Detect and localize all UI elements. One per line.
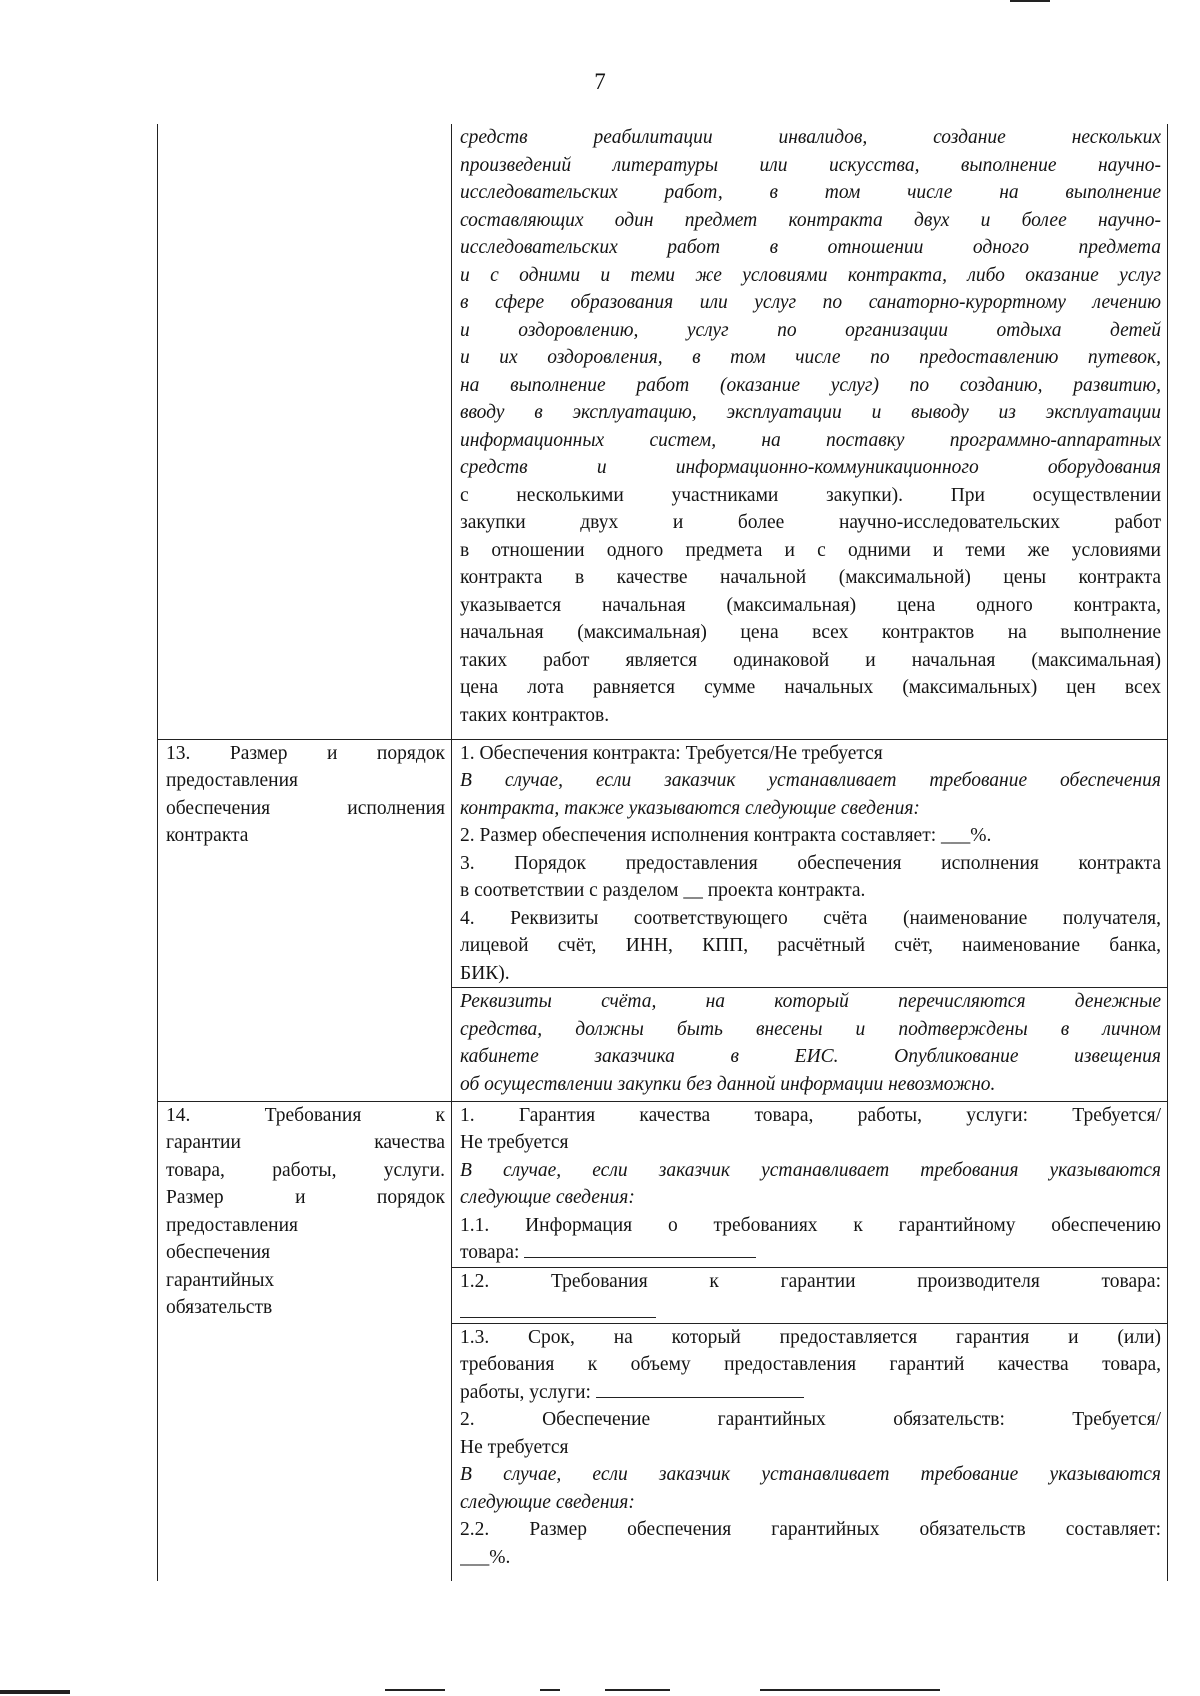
text-line: средства, должны быть внесены и подтверждены в личном — [460, 1018, 1161, 1040]
text-line: В случае, если заказчик устанавливает требования указываются — [460, 1159, 1161, 1181]
text-line: 2. Обеспечение гарантийных обязательств: Требуется/ — [460, 1409, 1161, 1430]
table-row — [158, 124, 1168, 739]
label-line: гарантийных — [166, 1269, 275, 1291]
text-line: и оздоровлению, услуг по организации отдыха детей — [460, 319, 1161, 341]
requisites-note — [452, 987, 1167, 1098]
content-paragraph — [460, 124, 1161, 729]
text-line: 1. Обеспечения контракта: Требуется/Не требуется — [460, 742, 883, 764]
fill-in-blank — [596, 1379, 804, 1398]
label-line: товара, работы, услуги. — [166, 1159, 445, 1181]
row-content-cell — [452, 1101, 1168, 1581]
text-line: указывается начальная (максимальная) цена одного контракта, — [460, 594, 1161, 616]
table-row — [158, 739, 1168, 1101]
text-line: В случае, если заказчик устанавливает требование обеспечения — [460, 770, 1161, 791]
text-line: 3. Порядок предоставления обеспечения исполнения контракта — [460, 852, 1161, 874]
text-line: 1.1. Информация о требованиях к гарантийному обеспечению — [460, 1214, 1161, 1236]
text-line: контракта в качестве начальной (максимальной) цены контракта — [460, 567, 1161, 588]
row-label-cell — [158, 124, 452, 739]
text-line: закупки двух и более научно-исследовательских работ — [460, 512, 1161, 533]
scan-edge-mark — [540, 1689, 560, 1691]
text-line: на выполнение работ (оказание услуг) по созданию, развитию, — [460, 374, 1161, 396]
row-label-cell — [158, 1101, 452, 1581]
text-line — [460, 1239, 1161, 1267]
text-line: 1.3. Срок, на который предоставляется гарантия и (или) — [460, 1326, 1161, 1348]
content-separator — [452, 1323, 1167, 1352]
text-line: следующие сведения: — [460, 1491, 635, 1513]
label-line: 14. Требования к — [166, 1104, 445, 1126]
text-fragment: товара: — [460, 1242, 520, 1263]
text-line: начальная (максимальная) цена всех контрактов на выполнение — [460, 622, 1161, 643]
label-line: контракта — [166, 825, 249, 846]
text-line: требования к объему предоставления гарантий качества товара, — [460, 1354, 1161, 1375]
text-line: в соответствии с разделом __ проекта контракта. — [460, 880, 866, 901]
text-line: об осуществлении закупки без данной информации невозможно. — [460, 1073, 996, 1095]
text-line: в сфере образования или услуг по санаторно-курортному лечению — [460, 292, 1161, 313]
text-line: следующие сведения: — [460, 1187, 635, 1208]
text-line: информационных систем, на поставку программно-аппаратных — [460, 429, 1161, 451]
text-line: средств и информационно-коммуникационного оборудования — [460, 457, 1161, 478]
label-line: Размер и порядок — [166, 1187, 445, 1208]
text-line: таких контрактов. — [460, 704, 610, 726]
scan-edge-mark — [605, 1689, 670, 1691]
text-line: исследовательских работ в отношении одного предмета — [460, 237, 1161, 258]
table-row — [158, 1101, 1168, 1581]
text-line: 4. Реквизиты соответствующего счёта (наименование получателя, — [460, 907, 1161, 929]
text-line: В случае, если заказчик устанавливает требование указываются — [460, 1464, 1161, 1485]
text-fragment: работы, услуги: — [460, 1381, 591, 1403]
text-line — [460, 1379, 1161, 1407]
text-line: средств реабилитации инвалидов, создание нескольких — [460, 127, 1161, 148]
label-line: 13. Размер и порядок — [166, 742, 445, 764]
text-line: с несколькими участниками закупки). При осуществлении — [460, 484, 1161, 506]
text-line: вводу в эксплуатацию, эксплуатации и выводу из эксплуатации — [460, 402, 1161, 423]
label-line: обеспечения исполнения — [166, 797, 445, 819]
scan-edge-mark — [1010, 0, 1050, 2]
content-separator — [452, 1267, 1167, 1296]
fill-in-blank — [460, 1299, 656, 1318]
text-line: кабинете заказчика в ЕИС. Опубликование извещения — [460, 1046, 1161, 1067]
text-line: лицевой счёт, ИНН, КПП, расчётный счёт, наименование банка, — [460, 935, 1161, 956]
fill-in-blank — [524, 1239, 756, 1258]
text-line: контракта, также указываются следующие сведения: — [460, 797, 920, 819]
text-line: Не требуется — [460, 1132, 569, 1153]
text-line: и их оздоровления, в том числе по предоставлению путевок, — [460, 347, 1161, 368]
text-line: произведений литературы или искусства, выполнение научно- — [460, 154, 1161, 176]
fill-in-blank-line — [460, 1295, 1161, 1323]
row-content-cell — [452, 124, 1168, 739]
text-line: Реквизиты счёта, на который перечисляются денежные — [460, 991, 1161, 1012]
text-line: и с одними и теми же условиями контракта, либо оказание услуг — [460, 264, 1161, 286]
page-number: 7 — [594, 69, 606, 94]
label-line: предоставления — [166, 1214, 298, 1236]
scan-edge-mark — [385, 1689, 445, 1691]
procurement-notice-table — [157, 124, 1168, 1581]
row-content-cell — [452, 739, 1168, 1101]
text-line: БИК). — [460, 962, 510, 984]
text-line: в отношении одного предмета и с одними и теми же условиями — [460, 539, 1161, 561]
scan-edge-mark — [0, 1690, 70, 1694]
text-line: 2. Размер обеспечения исполнения контракта составляет: ___%. — [460, 825, 992, 846]
text-line: ___%. — [460, 1546, 511, 1568]
text-line: цена лота равняется сумме начальных (максимальных) цен всех — [460, 677, 1161, 698]
scan-edge-mark — [760, 1689, 940, 1691]
label-line: гарантии качества — [166, 1132, 445, 1153]
text-line: исследовательских работ, в том числе на выполнение — [460, 182, 1161, 203]
text-line: 2.2. Размер обеспечения гарантийных обязательств составляет: — [460, 1519, 1161, 1540]
label-line: обязательств — [166, 1297, 273, 1318]
text-line: 1. Гарантия качества товара, работы, услуги: Требуется/ — [460, 1104, 1161, 1126]
text-line: таких работ является одинаковой и начальная (максимальная) — [460, 649, 1161, 671]
label-line: обеспечения — [166, 1242, 271, 1263]
text-line: 1.2. Требования к гарантии производителя товара: — [460, 1270, 1161, 1292]
text-line: составляющих один предмет контракта двух и более научно- — [460, 209, 1161, 231]
text-line: Не требуется — [460, 1436, 569, 1458]
row-label-cell — [158, 739, 452, 1101]
label-line: предоставления — [166, 770, 298, 791]
